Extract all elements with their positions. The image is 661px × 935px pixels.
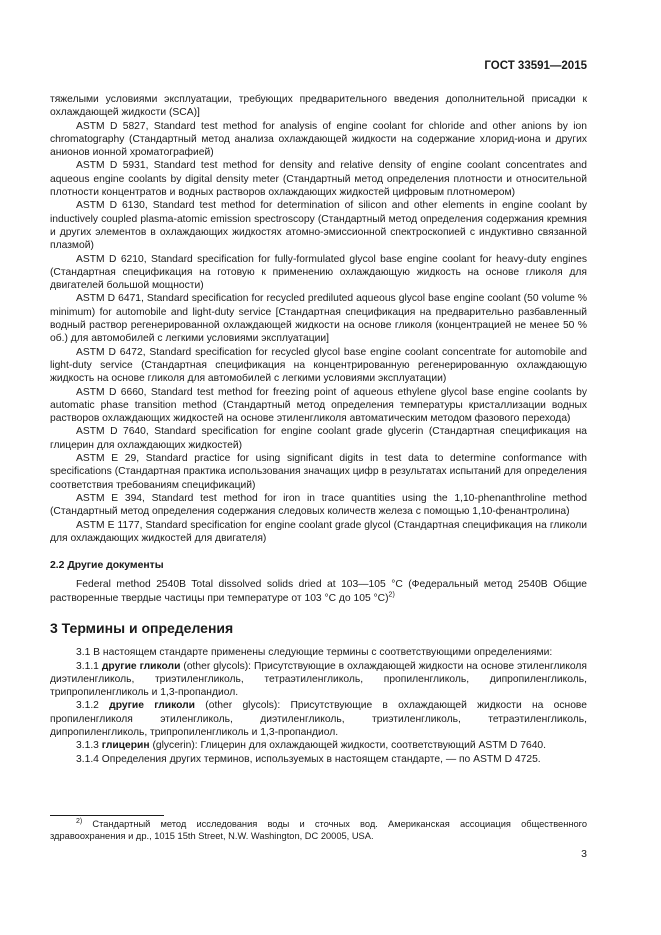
term-3-1-3: 3.1.3 глицерин (glycerin): Глицерин для охлаждающей жидкости, соответствующий ASTM D 7640. xyxy=(76,740,547,752)
ref-astm-d5931: ASTM D 5931, Standard test method for density and relative density of engine coolant concentrates and aqueous engine coolants by digital density meter (Стандартный метод определения плотности и относительной плотности концентратов и водных растворов охлаждающих жидкостей цифровым плотномером) xyxy=(50,160,587,199)
page-content xyxy=(50,93,587,766)
ref-astm-d6660: ASTM D 6660, Standard test method for freezing point of aqueous ethylene glycol base engine coolants by automatic phase transition method (Стандартный метод определения температуры кристаллизации водных растворов охлаждающих жидкостей на основе этиленгликоля автоматическим методом фазового перехода) xyxy=(50,386,587,425)
term-3-1-2: 3.1.2 другие гликоли (other glycols): Присутствующие в охлаждающей жидкости на основе пропиленгликоля этиленгликоль, диэтиленгликоль, триэтиленгликоль, тетраэтиленгликоль, дипропиленгликоль, трипропиленгликоль и 1,3-пропандиол. xyxy=(50,700,587,739)
footnote-divider xyxy=(50,815,164,816)
section-3-heading: 3 Термины и определения xyxy=(50,619,234,636)
ref-astm-d5827: ASTM D 5827, Standard test method for analysis of engine coolant for chloride and other anions by ion chromatography (Стандартный метод анализа охлаждающей жидкости на содержание хлорид-иона и других анионов ионной хроматографией) xyxy=(50,120,587,159)
ref-astm-d6210: ASTM D 6210, Standard specification for fully-formulated glycol base engine coolant for heavy-duty engines (Стандартная спецификация на готовую к применению охлаждающую жидкость на основе гликоля для двигателей большой мощности) xyxy=(50,253,587,292)
ref-astm-e394: ASTM E 394, Standard test method for iron in trace quantities using the 1,10-phenanthroline method (Стандартный метод определения содержания следовых количеств железа с помощью 1,10-фенантролина) xyxy=(50,492,587,518)
federal-method-paragraph: Federal method 2540B Total dissolved solids dried at 103—105 °C (Федеральный метод 2540B Общие растворенные твердые частицы при температуре от 103 °C до 105 °C)$^{2)}$ xyxy=(50,579,587,604)
page-number: 3 xyxy=(581,848,587,860)
ref-continuation: тяжелыми условиями эксплуатации, требующих предварительного введения дополнительной присадки к охлаждающей жидкости (SCA)] xyxy=(50,94,587,119)
footnote: $^{2)}$ Стандартный метод исследования воды и сточных вод. Американская ассоциация общественного здравоохранения и др., 1015 15th Street, N.W. Washington, DC 20005, USA. xyxy=(50,817,587,841)
ref-astm-d7640: ASTM D 7640, Standard specification for engine coolant grade glycerin (Стандартная спецификация на глицерин для охлаждающих жидкостей) xyxy=(50,426,587,451)
term-3-1-4: 3.1.4 Определения других терминов, используемых в настоящем стандарте, — по ASTM D 4725. xyxy=(76,753,541,765)
ref-astm-d6130: ASTM D 6130, Standard test method for determination of silicon and other elements in engine coolant by inductively coupled plasma-atomic emission spectroscopy (Стандартный метод определения содержания кремния и других элементов в охлаждающих жидкостях атомно-эмиссионной спектроскопией с индуктивно связанной плазмой) xyxy=(50,200,587,252)
ref-astm-d6471: ASTM D 6471, Standard specification for recycled prediluted aqueous glycol base engine coolant (50 volume % minimum) for automobile and light-duty service [Стандартная спецификация на предварительно разбавленный водный раствор регенерированной охлаждающей жидкости на основе гликоля (концентрацией не менее 50 % об.) для автомобилей с легкими условиями эксплуатации] xyxy=(50,293,587,345)
term-name: глицерин xyxy=(101,740,150,752)
other-documents-heading: 2.2 Другие документы xyxy=(50,560,164,572)
document-header: ГОСТ 33591—2015 xyxy=(484,60,587,72)
term-name: другие гликоли xyxy=(101,660,181,672)
term-3-1-1: 3.1.1 другие гликоли (other glycols): Присутствующие в охлаждающей жидкости на основе этиленгликоля диэтиленгликоль, триэтиленгликоль, тетраэтиленгликоль, пропиленгликоль, дипропиленгликоль, трипропиленгликоль и 1,3-пропандиол. xyxy=(50,660,587,699)
section-3-intro: 3.1 В настоящем стандарте применены следующие термины с соответствующими определениями: xyxy=(76,647,553,659)
footnote-mark: 2) xyxy=(76,817,83,825)
ref-astm-e29: ASTM E 29, Standard practice for using significant digits in test data to determine conformance with specifications (Стандартная практика использования значащих цифр в результатах испытаний для определения соответствия требованиям спецификаций) xyxy=(50,453,587,491)
ref-astm-e1177: ASTM E 1177, Standard specification for engine coolant grade glycol (Стандартная спецификация на гликоли для охлаждающих жидкостей для двигателя) xyxy=(50,519,587,544)
term-name: другие гликоли xyxy=(109,700,196,712)
footnote-marker: 2) xyxy=(388,591,395,599)
ref-astm-d6472: ASTM D 6472, Standard specification for recycled glycol base engine coolant concentrate for automobile and light-duty service (Стандартная спецификация на концентрированную регенерированную охлаждающую жидкость на основе гликоля для автомобилей с легкими условиями эксплуатации) xyxy=(50,346,587,385)
